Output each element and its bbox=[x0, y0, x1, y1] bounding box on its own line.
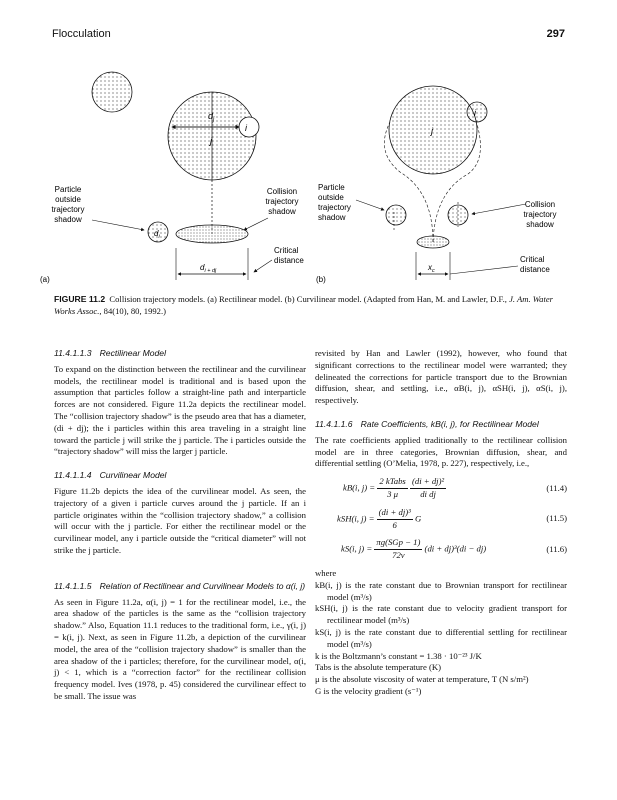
panel-b-label: (b) bbox=[316, 275, 326, 284]
left-column bbox=[54, 348, 306, 703]
svg-text:outside: outside bbox=[318, 193, 344, 202]
panel-a bbox=[40, 72, 304, 284]
svg-text:trajectory: trajectory bbox=[523, 210, 557, 219]
svg-text:trajectory: trajectory bbox=[265, 197, 299, 206]
particle-i-outside-left-b bbox=[386, 205, 406, 225]
svg-text:shadow: shadow bbox=[54, 215, 82, 224]
dim-di-a: d bbox=[154, 229, 159, 238]
definition-item: kSH(i, j) is the rate constant due to velocity gradient transport for rectilinear model (m³/s) bbox=[315, 603, 567, 626]
heading-11-4-1-1-5: 11.4.1.1.5 Relation of Rectilinear and Curvilinear Models to α(i, j) bbox=[54, 580, 306, 591]
svg-text:shadow: shadow bbox=[526, 220, 554, 229]
particle-i-label-a: i bbox=[245, 123, 247, 133]
svg-text:di: $d_i$ bbox=[154, 229, 160, 240]
dim-dj-a: d bbox=[208, 111, 214, 121]
collision-shadow-b bbox=[417, 236, 449, 248]
outside-label-a bbox=[52, 185, 85, 224]
caption-label: FIGURE 11.2 bbox=[54, 294, 106, 304]
xc-label-b: x bbox=[428, 263, 432, 272]
figure-11-2 bbox=[40, 52, 580, 292]
definition-item: kB(i, j) is the rate constant due to Brownian transport for rectilinear model (m³/s) bbox=[315, 579, 567, 602]
svg-text:di + dj: $d_{i + dj}$ bbox=[200, 263, 217, 274]
collision-shadow-a bbox=[176, 225, 248, 243]
particle-i-a bbox=[239, 117, 259, 137]
svg-text:xc: $x_c$ bbox=[428, 263, 435, 274]
definition-item: k is the Boltzmann’s constant = 1.38 · 10⁻²³ J/K bbox=[315, 650, 482, 661]
particle-i-b bbox=[467, 102, 487, 122]
svg-text:Particle: Particle bbox=[318, 183, 345, 192]
particle-j-b bbox=[389, 86, 477, 174]
panel-a-label: (a) bbox=[40, 275, 50, 284]
particle-i-outside-right-b bbox=[448, 205, 468, 225]
caption-journal: J. Am. Water Works Assoc. bbox=[54, 294, 553, 316]
critical-label-b bbox=[520, 255, 550, 274]
dim-didj-a: d bbox=[200, 263, 205, 272]
panel-b bbox=[316, 86, 556, 284]
where-label: where bbox=[315, 567, 337, 578]
figure-caption: FIGURE 11.2 Collision trajectory models. (a) Rectilinear model. (b) Curvilinear model. (Adapted from Han, M. and Lawler, D.F., J. Am. Water Works Assoc., 84(10), 80, 1992.) bbox=[54, 294, 553, 316]
paragraph-revisited: revisited by Han and Lawler (1992), however, who found that significant corrections to the rectilinear model were warranted; they delineated the corrections for particle transport due to the Brownian diffusion, shear, and settling, i.e., αB(i, j), αSH(i, j), αS(i, j), respectively. bbox=[315, 348, 567, 406]
equation-11-5: kSH(i, j) = $\frac{\text{(di + dj)³}}{6}$ G (11.5) bbox=[337, 506, 567, 530]
definition-item: μ is the absolute viscosity of water at temperature, T (N s/m²) bbox=[315, 674, 529, 685]
paragraph-relation: As seen in Figure 11.2a, α(i, j) = 1 for the rectilinear model, i.e., the area shadow of the particles is the same as the “collision trajectory shadow.” Also, Equation 11.1 reduces to the traditional form, i.e., γ(i, j) = k(i, j). Next, as seen in Figure 11.2b, a depiction of the curvilinear model, the area of the “collision trajectory shadow” is smaller than the area shadow of the i particles; therefore, for the curvilinear model, α(i, j) < 1, which is a “correction factor” for the rectilinear collision frequency model. Ives (1978, p. 45) considered the curvilinear effect to be small. The issue was bbox=[54, 596, 306, 701]
definition-item: Tabs is the absolute temperature (K) bbox=[315, 662, 442, 673]
svg-text:distance: distance bbox=[520, 265, 550, 274]
svg-text:trajectory: trajectory bbox=[51, 205, 85, 214]
heading-11-4-1-1-4: 11.4.1.1.4 Curvilinear Model bbox=[54, 470, 167, 481]
definitions-list bbox=[315, 580, 567, 698]
critical-label-a bbox=[274, 246, 304, 265]
svg-text:shadow: shadow bbox=[268, 207, 296, 216]
paragraph-rectilinear: To expand on the distinction between the rectilinear and the curvilinear models, the rectilinear model is traditional and is based upon the assumption that particles follow a straight-line path and interparticle forces are not considered. Figure 11.2a depicts the rectilinear model. The “collision trajectory shadow” is the pseudo area that has a diameter, (di + dj); the i particles within this area traveling in a straight line toward the particle j will strike the j particle. The i particles outside the “trajectory shadow” will miss the larger j particle. bbox=[54, 363, 306, 457]
shadow-label-a bbox=[266, 187, 299, 216]
svg-text:shadow: shadow bbox=[318, 213, 346, 222]
heading-11-4-1-1-3: 11.4.1.1.3 Rectilinear Model bbox=[54, 348, 166, 358]
svg-text:Particle: Particle bbox=[54, 185, 82, 194]
small-particle-top-left bbox=[92, 72, 132, 112]
right-column bbox=[315, 348, 567, 698]
definition-item: kS(i, j) is the rate constant due to differential settling for rectilinear model (m³/s) bbox=[315, 626, 567, 649]
svg-text:Critical: Critical bbox=[520, 255, 545, 264]
svg-text:outside: outside bbox=[55, 195, 81, 204]
svg-text:trajectory: trajectory bbox=[318, 203, 351, 212]
paragraph-curvilinear: Figure 11.2b depicts the idea of the curvilinear model. As seen, the trajectory of a given i particle curves around the j particle. If an i particle originates within the “collision trajectory shadow,” a collision will occur with the j particle. For either the rectilinear model or the curvilinear model, any i particle outside the “critical diameter” will not strike the j particle. bbox=[54, 485, 306, 555]
shadow-label-b bbox=[524, 200, 557, 229]
particle-i-label-b: i bbox=[474, 108, 476, 118]
svg-text:Collision: Collision bbox=[266, 187, 298, 196]
outside-label-b bbox=[318, 183, 351, 222]
running-header-title: Flocculation bbox=[52, 28, 111, 40]
svg-text:Critical: Critical bbox=[274, 246, 299, 255]
svg-text:distance: distance bbox=[274, 256, 304, 265]
svg-text:dj: $d_j$ bbox=[208, 111, 215, 123]
paragraph-rate-coefficients: The rate coefficients applied traditionally to the rectilinear collision model are in three categories, Brownian diffusion, shear, and differential settling (O’Melia, 1978, p. 227), respectively, i.e., bbox=[315, 434, 567, 469]
page-number: 297 bbox=[546, 28, 565, 40]
particle-j-label-a: j bbox=[210, 136, 212, 146]
equation-11-4: kB(i, j) = $\frac{\text{2 kTabs}}{3 \mu}$ $\frac{\text{(di + dj)²}}{\text{di dj}}$ (11.4) bbox=[343, 476, 567, 499]
particle-j-label-b: j bbox=[431, 126, 433, 136]
equation-11-6: kS(i, j) = $\frac{\text{πg(SGp − 1)}}{72\nu}$ (di + dj)³(di − dj) (11.6) bbox=[341, 537, 567, 561]
definition-item: G is the velocity gradient (s⁻¹) bbox=[315, 685, 422, 696]
svg-text:Collision: Collision bbox=[524, 200, 556, 209]
heading-11-4-1-1-6: 11.4.1.1.6 Rate Coefficients, kB(i, j), for Rectilinear Model bbox=[315, 418, 539, 429]
